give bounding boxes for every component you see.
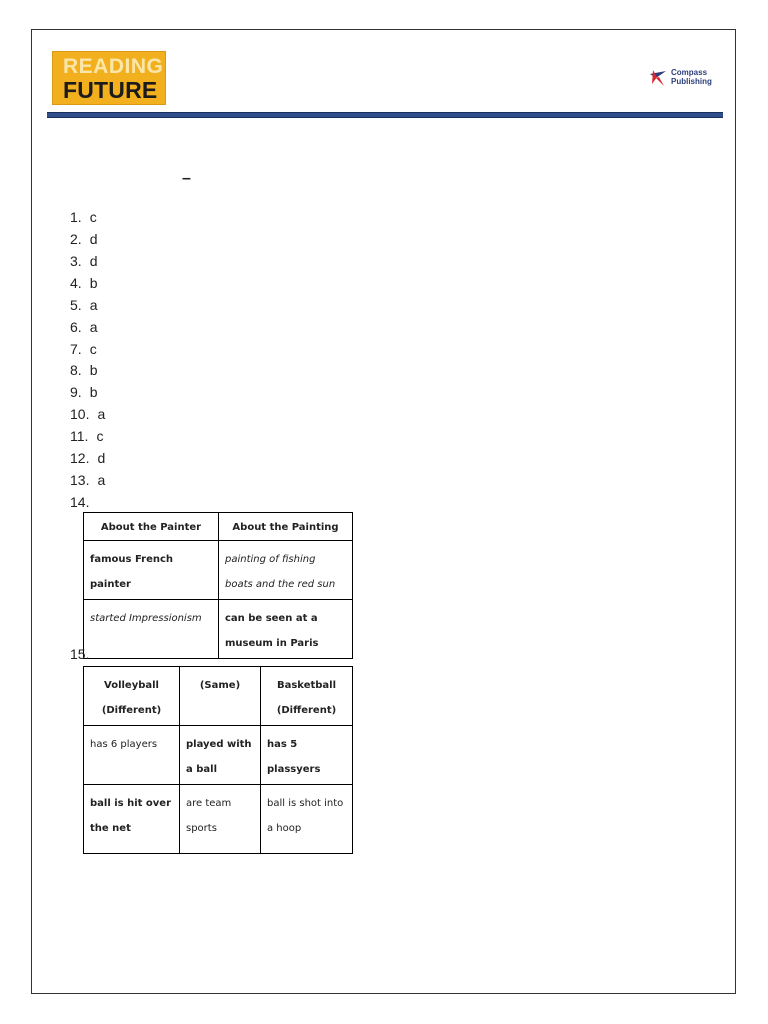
answer-number: 11. xyxy=(70,428,89,444)
table-header: About the Painter xyxy=(84,513,219,541)
answer-item xyxy=(70,494,97,510)
answer-item xyxy=(70,384,97,400)
publisher-line-2: Publishing xyxy=(671,77,712,86)
answer-item xyxy=(70,297,97,313)
table-header: Basketball (Different) xyxy=(261,667,353,726)
answer-value: a xyxy=(89,319,98,335)
answer-item xyxy=(70,319,97,335)
answer-number: 15. xyxy=(70,646,90,662)
answer-item xyxy=(70,231,97,247)
answer-value: c xyxy=(89,209,97,225)
publisher-line-1: Compass xyxy=(671,68,708,77)
answer-number: 12. xyxy=(70,450,90,466)
table-header: About the Painting xyxy=(219,513,353,541)
answer-value: d xyxy=(89,231,98,247)
sports-table xyxy=(83,666,353,854)
reading-future-logo xyxy=(52,51,166,105)
answer-item xyxy=(70,406,105,422)
answer-value: b xyxy=(89,275,98,291)
table-header: (Same) xyxy=(180,667,261,726)
table-cell: painting of fishing boats and the red sun xyxy=(219,541,353,600)
table-cell: ball is hit over the net xyxy=(84,785,180,854)
answer-item xyxy=(70,428,103,444)
answer-number: 5. xyxy=(70,297,82,313)
answer-value: a xyxy=(97,472,106,488)
table-cell: played with a ball xyxy=(180,726,261,785)
answer-value: d xyxy=(89,253,98,269)
title-dash: – xyxy=(182,170,191,187)
answer-value: c xyxy=(96,428,104,444)
answer-item xyxy=(70,253,97,269)
answer-value: b xyxy=(89,384,98,400)
table-cell: has 6 players xyxy=(84,726,180,785)
answer-item xyxy=(70,472,105,488)
publisher-name xyxy=(671,68,712,86)
answer-item xyxy=(70,362,97,378)
answer-number: 10. xyxy=(70,406,90,422)
table-header: Volleyball (Different) xyxy=(84,667,180,726)
table-cell: famous French painter xyxy=(84,541,219,600)
answer-number: 8. xyxy=(70,362,82,378)
compass-star-icon xyxy=(648,68,668,88)
answer-value: d xyxy=(97,450,106,466)
logo-line-2: FUTURE xyxy=(63,77,158,103)
table-cell: are team sports xyxy=(180,785,261,854)
answer-item xyxy=(70,341,97,357)
answer-item xyxy=(70,209,97,225)
table-cell: can be seen at a museum in Paris xyxy=(219,600,353,659)
answer-item xyxy=(70,275,97,291)
painter-table xyxy=(83,512,353,659)
header-rule xyxy=(47,112,723,118)
answer-number: 9. xyxy=(70,384,82,400)
answer-number: 3. xyxy=(70,253,82,269)
answer-item xyxy=(70,450,105,466)
answer-value: b xyxy=(89,362,98,378)
table-cell: ball is shot into a hoop xyxy=(261,785,353,854)
logo-line-1: READING xyxy=(63,55,164,78)
answer-number: 6. xyxy=(70,319,82,335)
answer-number: 14. xyxy=(70,494,90,510)
answer-number: 13. xyxy=(70,472,90,488)
table-cell: started Impressionism xyxy=(84,600,219,659)
table-cell: has 5 plassyers xyxy=(261,726,353,785)
answer-item xyxy=(70,646,97,662)
compass-publishing-logo xyxy=(648,66,728,92)
answer-value: c xyxy=(89,341,97,357)
answer-number: 2. xyxy=(70,231,82,247)
answer-value: a xyxy=(97,406,106,422)
answer-number: 7. xyxy=(70,341,82,357)
answer-value: a xyxy=(89,297,98,313)
answer-number: 4. xyxy=(70,275,82,291)
answer-number: 1. xyxy=(70,209,82,225)
